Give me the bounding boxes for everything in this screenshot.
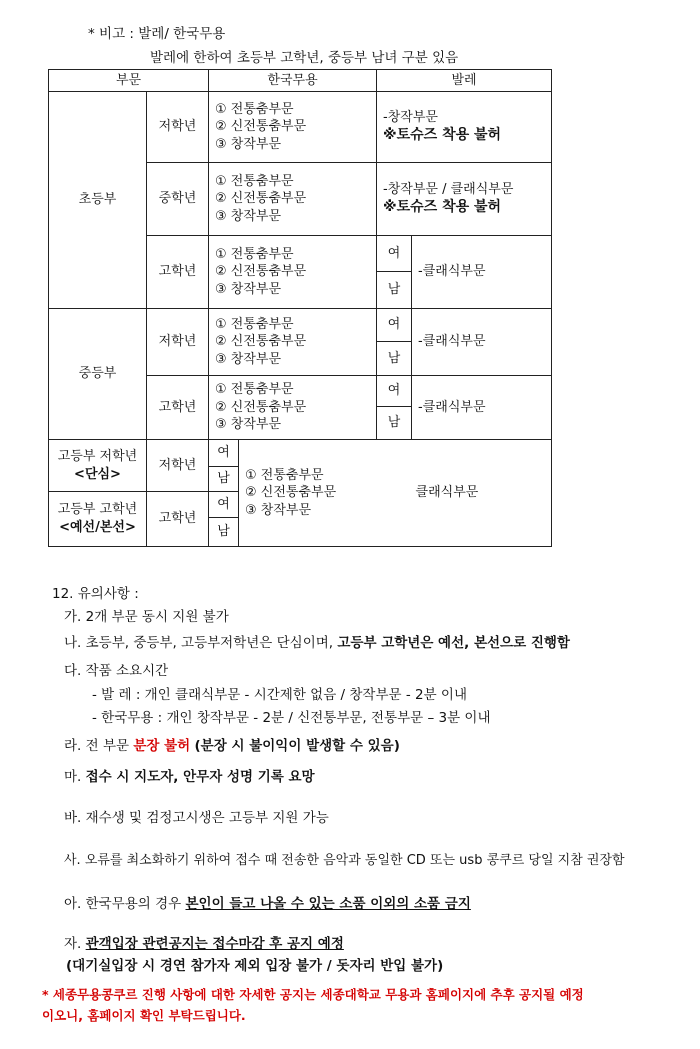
high-high-round: <예선/본선> bbox=[59, 520, 136, 535]
note-ra-bold: (분장 시 불이익이 발생할 수 있음) bbox=[194, 738, 400, 754]
female-cell: 여 bbox=[209, 492, 239, 518]
header-korean: 한국무용 bbox=[209, 70, 377, 92]
elementary-high-ballet: -클래식부문 bbox=[412, 236, 552, 309]
high-low: 저학년 bbox=[147, 440, 209, 492]
female-cell: 여 bbox=[377, 376, 412, 407]
middle-low: 저학년 bbox=[147, 309, 209, 376]
note-ma bbox=[64, 765, 315, 785]
korean-item: ① 전통춤부문 bbox=[215, 246, 294, 262]
note-line-1: * 비고 : 발레/ 한국무용 bbox=[88, 26, 226, 42]
high-high-title: 고등부 고학년 bbox=[57, 502, 138, 518]
ballet-item: -창작부문 / 클래식부문 bbox=[383, 181, 514, 197]
female-cell: 여 bbox=[209, 440, 239, 467]
footer-notice-1: * 세종무용콩쿠르 진행 사항에 대한 자세한 공지는 세종대학교 무용과 홈페이지에 추후 공지될 예정 bbox=[42, 987, 584, 1002]
elementary-label: 초등부 bbox=[49, 92, 147, 309]
korean-item: ① 전통춤부문 bbox=[215, 382, 294, 398]
note-a bbox=[64, 892, 471, 912]
korean-item: ② 신전통춤부문 bbox=[215, 334, 307, 350]
korean-item: ① 전통춤부문 bbox=[215, 101, 294, 117]
male-cell: 남 bbox=[377, 407, 412, 440]
korean-item: ② 신전통춤부문 bbox=[215, 191, 307, 207]
female-cell: 여 bbox=[377, 236, 412, 272]
note-na bbox=[64, 631, 570, 651]
header-division: 부문 bbox=[49, 70, 209, 92]
note-na-bold: 고등부 고학년은 예선, 본선으로 진행함 bbox=[337, 635, 570, 651]
male-cell: 남 bbox=[209, 467, 239, 492]
middle-label: 중등부 bbox=[49, 309, 147, 440]
high-high-label bbox=[49, 492, 147, 547]
high-low-label bbox=[49, 440, 147, 492]
elementary-high-korean bbox=[209, 236, 377, 309]
korean-item: ② 신전통춤부문 bbox=[215, 399, 307, 415]
note-a-text: 아. 한국무용의 경우 bbox=[64, 896, 182, 912]
middle-high: 고학년 bbox=[147, 376, 209, 440]
elementary-mid-ballet bbox=[377, 163, 552, 236]
note-ja bbox=[64, 932, 344, 952]
note-ma-text: 마. bbox=[64, 769, 82, 785]
elementary-mid: 중학년 bbox=[147, 163, 209, 236]
ballet-item: -창작부문 bbox=[383, 109, 438, 125]
middle-high-ballet: -클래식부문 bbox=[412, 376, 552, 440]
male-cell: 남 bbox=[209, 518, 239, 547]
middle-high-korean bbox=[209, 376, 377, 440]
high-low-title: 고등부 저학년 bbox=[57, 448, 138, 464]
notes-title: 12. 유의사항 : bbox=[52, 586, 139, 602]
elementary-low: 저학년 bbox=[147, 92, 209, 163]
elementary-high: 고학년 bbox=[147, 236, 209, 309]
note-ba: 바. 재수생 및 검정고시생은 고등부 지원 가능 bbox=[64, 810, 329, 826]
korean-item: ① 전통춤부문 bbox=[215, 316, 294, 332]
note-line-2: 발레에 한하여 초등부 고학년, 중등부 남녀 구분 있음 bbox=[150, 50, 459, 66]
female-cell: 여 bbox=[377, 309, 412, 342]
male-cell: 남 bbox=[377, 342, 412, 376]
note-ma-bold: 접수 시 지도자, 안무자 성명 기록 요망 bbox=[85, 769, 315, 785]
note-ja-text: 자. bbox=[64, 936, 82, 952]
note-na-text: 나. 초등부, 중등부, 고등부저학년은 단심이며, bbox=[64, 635, 334, 651]
toe-shoe-warning: ※토슈즈 착용 불허 bbox=[383, 127, 502, 144]
middle-low-ballet: -클래식부문 bbox=[412, 309, 552, 376]
korean-item: ② 신전통춤부문 bbox=[215, 119, 307, 135]
korean-item: ③ 창작부문 bbox=[215, 208, 282, 224]
high-ballet: 클래식부문 bbox=[412, 440, 552, 547]
note-da-korean: - 한국무용 : 개인 창작부문 - 2분 / 신전통부문, 전통부문 – 3분 이내 bbox=[92, 710, 491, 726]
note-ja-underlined: 관객입장 관련공지는 접수마감 후 공지 예정 bbox=[85, 936, 344, 952]
high-korean bbox=[239, 440, 412, 547]
category-table bbox=[48, 69, 552, 547]
korean-item: ③ 창작부문 bbox=[245, 502, 312, 518]
korean-item: ② 신전통춤부문 bbox=[215, 264, 307, 280]
toe-shoe-warning: ※토슈즈 착용 불허 bbox=[383, 199, 502, 216]
korean-item: ③ 창작부문 bbox=[215, 136, 282, 152]
footer-notice-2: 이오니, 홈페이지 확인 부탁드립니다. bbox=[42, 1008, 246, 1023]
korean-item: ③ 창작부문 bbox=[215, 417, 282, 433]
elementary-mid-korean bbox=[209, 163, 377, 236]
high-high: 고학년 bbox=[147, 492, 209, 547]
male-cell: 남 bbox=[377, 272, 412, 309]
note-da-ballet: - 발 레 : 개인 클래식부문 - 시간제한 없음 / 창작부문 - 2분 이내 bbox=[92, 687, 467, 703]
note-a-underlined: 본인이 들고 나올 수 있는 소품 이외의 소품 금지 bbox=[185, 896, 471, 912]
elementary-low-korean bbox=[209, 92, 377, 163]
middle-low-korean bbox=[209, 309, 377, 376]
korean-item: ③ 창작부문 bbox=[215, 281, 282, 297]
korean-item: ① 전통춤부문 bbox=[245, 467, 324, 483]
high-low-round: <단심> bbox=[74, 466, 121, 482]
korean-item: ① 전통춤부문 bbox=[215, 173, 294, 189]
header-ballet: 발레 bbox=[377, 70, 552, 92]
elementary-low-ballet bbox=[377, 92, 552, 163]
note-ra-red: 분장 불허 bbox=[133, 738, 191, 754]
korean-item: ② 신전통춤부문 bbox=[245, 485, 337, 501]
note-ra bbox=[64, 734, 400, 754]
note-sa: 사. 오류를 최소화하기 위하여 접수 때 전송한 음악과 동일한 CD 또는 usb 콩쿠르 당일 지참 권장함 bbox=[64, 853, 625, 868]
note-ga: 가. 2개 부문 동시 지원 불가 bbox=[64, 609, 229, 625]
korean-item: ③ 창작부문 bbox=[215, 351, 282, 367]
note-da: 다. 작품 소요시간 bbox=[64, 663, 169, 679]
note-ja-detail: (대기실입장 시 경연 참가자 제외 입장 불가 / 돗자리 반입 불가) bbox=[66, 958, 444, 974]
note-ra-text: 라. 전 부문 bbox=[64, 738, 130, 754]
